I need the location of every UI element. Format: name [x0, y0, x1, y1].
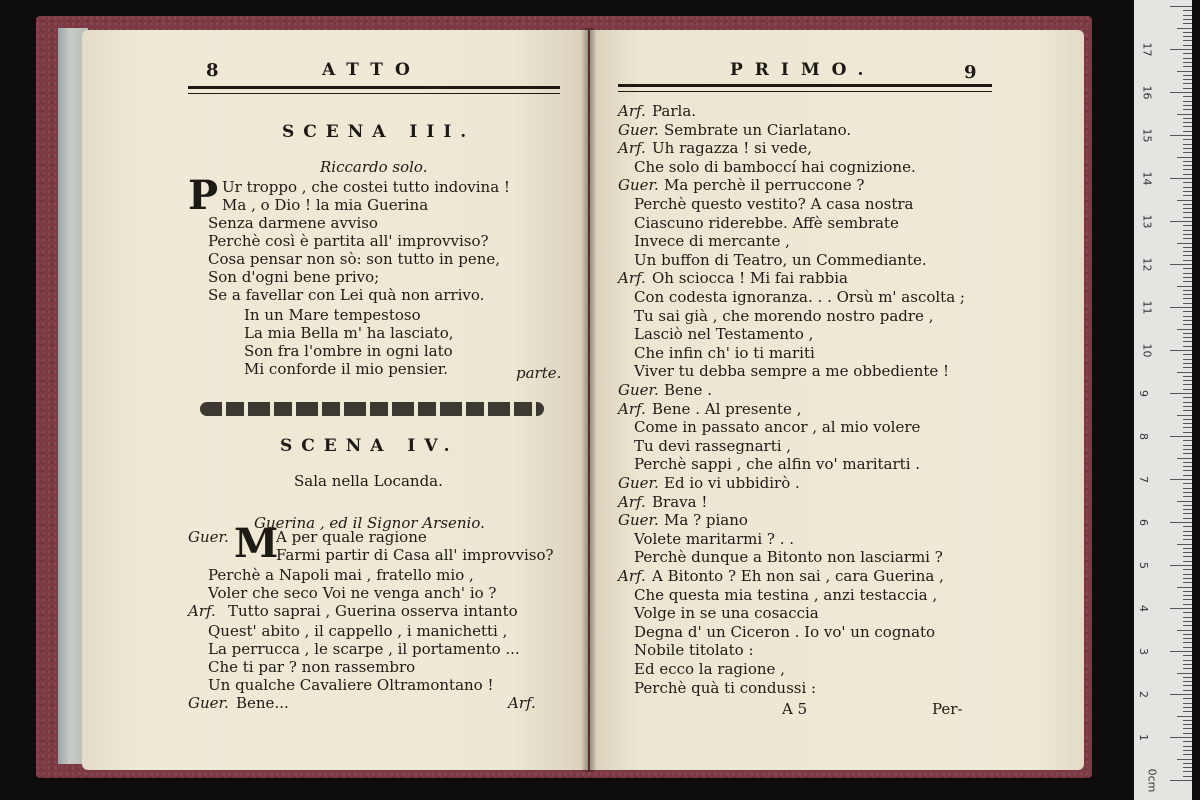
- ruler-tick: [1183, 19, 1192, 20]
- ruler-tick: [1170, 135, 1192, 136]
- ruler-tick: [1183, 741, 1192, 742]
- ruler-tick: [1177, 243, 1192, 244]
- text-line: Ma ? piano: [664, 511, 748, 530]
- page-number: 9: [964, 62, 977, 83]
- ruler-tick: [1183, 303, 1192, 304]
- text-line: Farmi partir di Casa all' improvviso?: [276, 546, 554, 564]
- ruler-tick: [1183, 440, 1192, 441]
- ruler-tick: [1183, 470, 1192, 471]
- ruler-tick: [1183, 230, 1192, 231]
- ruler-tick: [1170, 651, 1192, 652]
- ruler-tick: [1183, 195, 1192, 196]
- ruler-tick: [1183, 337, 1192, 338]
- ruler-tick: [1183, 53, 1192, 54]
- ruler-tick: [1177, 329, 1192, 330]
- scene-characters: Guerina , ed il Signor Arsenio.: [254, 514, 485, 532]
- ruler-tick: [1183, 298, 1192, 299]
- header-rule: [618, 84, 992, 87]
- ruler-tick: [1183, 66, 1192, 67]
- ruler-tick: [1183, 234, 1192, 235]
- running-header: PRIMO.: [730, 60, 876, 80]
- ruler-label: 11: [1140, 300, 1154, 315]
- ruler-tick: [1183, 660, 1192, 661]
- ruler-tick: [1183, 251, 1192, 252]
- ruler-tick: [1183, 432, 1192, 433]
- ruler-tick: [1170, 479, 1192, 480]
- ruler-label: 15: [1140, 128, 1154, 143]
- ruler-tick: [1183, 767, 1192, 768]
- ruler-tick: [1177, 415, 1192, 416]
- ruler-tick: [1183, 625, 1192, 626]
- ruler-tick: [1177, 673, 1192, 674]
- ruler-tick: [1177, 501, 1192, 502]
- ruler-tick: [1183, 612, 1192, 613]
- ruler-tick: [1183, 556, 1192, 557]
- text-line: Ciascuno riderebbe. Affè sembrate: [634, 213, 899, 232]
- text-line: Che infin ch' io ti mariti: [634, 343, 815, 362]
- ruler-tick: [1177, 716, 1192, 717]
- text-line: A Bitonto ? Eh non sai , cara Guerina ,: [652, 567, 944, 585]
- text-line: Son d'ogni bene privo;: [208, 268, 380, 286]
- ruler-tick: [1183, 746, 1192, 747]
- speaker-label: Arf.: [618, 102, 646, 120]
- ruler-tick: [1183, 204, 1192, 205]
- ruler-tick: [1183, 582, 1192, 583]
- ruler-label: 9: [1137, 390, 1150, 397]
- ruler-tick: [1183, 363, 1192, 364]
- ruler-tick: [1183, 118, 1192, 119]
- ruler-tick: [1183, 376, 1192, 377]
- ruler-tick: [1183, 255, 1192, 256]
- catchword: Per-: [932, 700, 963, 718]
- ruler-tick: [1183, 294, 1192, 295]
- ruler-tick: [1177, 286, 1192, 287]
- ruler-label: 10: [1140, 343, 1154, 358]
- ruler-tick: [1183, 750, 1192, 751]
- text-line: Perchè dunque a Bitonto non lasciarmi ?: [634, 548, 943, 567]
- ruler-tick: [1183, 191, 1192, 192]
- ruler-label: 1: [1137, 734, 1150, 741]
- ruler-tick: [1177, 630, 1192, 631]
- ruler-tick: [1170, 49, 1192, 50]
- ruler-tick: [1183, 144, 1192, 145]
- ruler-tick: [1183, 148, 1192, 149]
- text-line: Che solo di bamboccí hai cognizione.: [634, 157, 916, 176]
- text-line: Ur troppo , che costei tutto indovina !: [222, 178, 510, 196]
- text-line: Uh ragazza ! si vede,: [652, 139, 812, 158]
- ruler-tick: [1177, 71, 1192, 72]
- text-line: A per quale ragione: [276, 528, 427, 546]
- ruler-tick: [1183, 410, 1192, 411]
- ruler-label: 14: [1140, 171, 1154, 186]
- ruler-tick: [1177, 587, 1192, 588]
- ruler-tick: [1183, 380, 1192, 381]
- ruler-tick: [1183, 320, 1192, 321]
- ruler-tick: [1183, 174, 1192, 175]
- ruler-tick: [1183, 591, 1192, 592]
- ruler-tick: [1183, 333, 1192, 334]
- ruler-tick: [1183, 445, 1192, 446]
- ruler-tick: [1183, 604, 1192, 605]
- ruler-tick: [1183, 531, 1192, 532]
- ruler-tick: [1170, 350, 1192, 351]
- ruler-tick: [1183, 475, 1192, 476]
- header-rule-thin: [618, 91, 992, 92]
- ruler-tick: [1183, 539, 1192, 540]
- ruler-tick: [1183, 389, 1192, 390]
- speaker-label: Arf.: [188, 602, 216, 620]
- ruler-tick: [1170, 393, 1192, 394]
- speaker-label: Arf.: [618, 492, 646, 511]
- ruler-tick: [1183, 754, 1192, 755]
- ruler-tick: [1183, 449, 1192, 450]
- speaker-label: Guer.: [618, 511, 659, 530]
- ruler-tick: [1170, 92, 1192, 93]
- speaker-label: Arf.: [618, 567, 646, 585]
- ruler-tick: [1183, 247, 1192, 248]
- ruler-tick: [1183, 62, 1192, 63]
- text-line: Viver tu debba sempre a me obbediente !: [634, 362, 950, 381]
- ruler-tick: [1183, 290, 1192, 291]
- text-line: Un buffon di Teatro, un Commediante.: [634, 250, 927, 269]
- ruler-tick: [1183, 45, 1192, 46]
- text-line: Brava !: [652, 492, 708, 511]
- ruler-tick: [1183, 647, 1192, 648]
- text-line: Ed ecco la ragione ,: [634, 660, 785, 678]
- signature-mark: A 5: [782, 700, 808, 718]
- ruler-tick: [1183, 518, 1192, 519]
- text-line: Bene . Al presente ,: [652, 399, 802, 418]
- ruler-tick: [1183, 720, 1192, 721]
- verse-line: Son fra l'ombre in ogni lato: [244, 342, 453, 360]
- ruler-tick: [1183, 462, 1192, 463]
- text-line: Cosa pensar non sò: son tutto in pene,: [208, 250, 501, 268]
- text-line: Che ti par ? non rassembro: [208, 658, 416, 676]
- speaker-label: Guer.: [188, 694, 229, 712]
- ruler-tick: [1177, 458, 1192, 459]
- ruler-tick: [1183, 165, 1192, 166]
- ruler-tick: [1170, 522, 1192, 523]
- verse-line: Mi conforde il mio pensier.: [244, 360, 449, 378]
- ruler-tick: [1183, 724, 1192, 725]
- speaker-label: Arf.: [618, 269, 646, 288]
- ruler-tick: [1177, 28, 1192, 29]
- text-line: Che questa mia testina , anzi testaccia ,: [634, 585, 938, 604]
- right-page: [590, 30, 1084, 770]
- ruler-tick: [1183, 96, 1192, 97]
- scene-setting: Sala nella Locanda.: [294, 472, 443, 490]
- ruler-tick: [1183, 634, 1192, 635]
- ruler-tick: [1183, 208, 1192, 209]
- ruler-tick: [1183, 311, 1192, 312]
- ruler-tick: [1183, 384, 1192, 385]
- exit-direction: parte.: [516, 364, 562, 382]
- header-rule-thin: [188, 93, 560, 94]
- ruler-tick: [1183, 681, 1192, 682]
- ruler-tick: [1183, 273, 1192, 274]
- ruler-tick: [1183, 217, 1192, 218]
- ruler-tick: [1183, 402, 1192, 403]
- ruler-tick: [1183, 169, 1192, 170]
- ruler-tick: [1183, 316, 1192, 317]
- text-line: Tu devi rassegnarti ,: [634, 436, 792, 455]
- ruler-tick: [1183, 419, 1192, 420]
- ruler-tick: [1183, 733, 1192, 734]
- ruler-tick: [1183, 277, 1192, 278]
- ruler-tick: [1183, 238, 1192, 239]
- ornamental-divider: [200, 402, 544, 416]
- speaker-label: Guer.: [618, 120, 659, 139]
- ruler-label: 2: [1137, 691, 1150, 698]
- ruler-tick: [1183, 341, 1192, 342]
- ruler-tick: [1170, 565, 1192, 566]
- ruler-tick: [1177, 200, 1192, 201]
- ruler-tick: [1183, 453, 1192, 454]
- ruler-tick: [1170, 307, 1192, 308]
- ruler-tick: [1183, 776, 1192, 777]
- scene-title: SCENA IV.: [280, 436, 459, 456]
- text-line: Volge in se una cosaccia: [634, 604, 819, 623]
- ruler-tick: [1183, 126, 1192, 127]
- ruler-tick: [1183, 483, 1192, 484]
- text-line: Con codesta ignoranza. . . Orsù m' ascolta ;: [634, 288, 965, 306]
- ruler-tick: [1183, 15, 1192, 16]
- ruler-label: 16: [1140, 85, 1154, 100]
- ruler-label: 17: [1140, 42, 1154, 57]
- ruler-tick: [1183, 655, 1192, 656]
- ruler-tick: [1183, 548, 1192, 549]
- ruler-tick: [1183, 621, 1192, 622]
- ruler-tick: [1177, 372, 1192, 373]
- ruler-tick: [1183, 552, 1192, 553]
- header-rule: [188, 86, 560, 89]
- ruler-tick: [1177, 157, 1192, 158]
- running-header: ATTO: [322, 60, 422, 80]
- text-line: Ed io vi ubbidirò .: [664, 474, 800, 492]
- ruler-tick: [1183, 771, 1192, 772]
- ruler-tick: [1177, 544, 1192, 545]
- ruler-tick: [1183, 122, 1192, 123]
- ruler-tick: [1170, 221, 1192, 222]
- text-line: Bene .: [664, 381, 712, 399]
- ruler-tick: [1183, 677, 1192, 678]
- ruler-label: 13: [1140, 214, 1154, 229]
- text-line: Ma perchè il perruccone ?: [664, 176, 865, 195]
- text-line: Invece di mercante ,: [634, 232, 790, 251]
- speaker-label: Guer.: [188, 528, 229, 546]
- text-line: Senza darmene avviso: [208, 214, 378, 232]
- ruler-tick: [1177, 114, 1192, 115]
- ruler-tick: [1183, 225, 1192, 226]
- ruler-label: 8: [1137, 433, 1150, 440]
- ruler-tick: [1183, 88, 1192, 89]
- page-number: 8: [206, 60, 219, 81]
- ruler-tick: [1183, 359, 1192, 360]
- text-line: Nobile titolato :: [634, 641, 754, 660]
- ruler-tick: [1183, 423, 1192, 424]
- ruler-tick: [1183, 617, 1192, 618]
- speaker-label: Guer.: [618, 474, 659, 492]
- ruler-tick: [1183, 535, 1192, 536]
- ruler-tick: [1183, 161, 1192, 162]
- text-line: Voler che seco Voi ne venga anch' io ?: [208, 584, 497, 602]
- ruler-tick: [1183, 698, 1192, 699]
- ruler-tick: [1183, 131, 1192, 132]
- ruler-tick: [1170, 608, 1192, 609]
- ruler-tick: [1183, 642, 1192, 643]
- ruler-label: 12: [1140, 257, 1154, 272]
- ruler-tick: [1183, 260, 1192, 261]
- ruler-tick: [1183, 187, 1192, 188]
- ruler-tick: [1183, 23, 1192, 24]
- text-line: Lasciò nel Testamento ,: [634, 325, 814, 344]
- ruler-tick: [1183, 496, 1192, 497]
- verse-line: In un Mare tempestoso: [244, 306, 421, 324]
- ruler-tick: [1183, 367, 1192, 368]
- ruler-tick: [1183, 703, 1192, 704]
- text-line: Volete maritarmi ? . .: [634, 529, 795, 548]
- catchword: Arf.: [508, 694, 536, 712]
- ruler-tick: [1183, 668, 1192, 669]
- ruler-tick: [1183, 513, 1192, 514]
- verse-line: La mia Bella m' ha lasciato,: [244, 324, 454, 342]
- ruler-tick: [1177, 759, 1192, 760]
- text-line: Oh sciocca ! Mi fai rabbia: [652, 269, 849, 288]
- ruler-label: 4: [1137, 605, 1150, 612]
- ruler-tick: [1183, 212, 1192, 213]
- speaker-label: Arf.: [618, 139, 646, 158]
- ruler-label: 0cm: [1145, 768, 1159, 793]
- text-line: Ma , o Dio ! la mia Guerina: [222, 196, 429, 214]
- text-line: Perchè quà ti condussi :: [634, 678, 817, 697]
- ruler-tick: [1183, 139, 1192, 140]
- ruler-tick: [1183, 40, 1192, 41]
- ruler-tick: [1183, 105, 1192, 106]
- ruler-tick: [1170, 694, 1192, 695]
- text-line: Se a favellar con Lei quà non arrivo.: [208, 286, 485, 304]
- text-line: Sembrate un Ciarlatano.: [664, 120, 852, 139]
- ruler-tick: [1170, 737, 1192, 738]
- ruler-tick: [1183, 427, 1192, 428]
- ruler-tick: [1183, 152, 1192, 153]
- ruler-tick: [1183, 32, 1192, 33]
- measuring-ruler: [1134, 0, 1192, 800]
- ruler-tick: [1183, 711, 1192, 712]
- ruler-label: 3: [1137, 648, 1150, 655]
- speaker-label: Arf.: [618, 399, 646, 418]
- ruler-tick: [1183, 406, 1192, 407]
- text-line: La perrucca , le scarpe , il portamento ...: [208, 640, 520, 658]
- text-line: Perchè questo vestito? A casa nostra: [634, 195, 914, 213]
- ruler-label: 5: [1137, 562, 1150, 569]
- ruler-tick: [1183, 492, 1192, 493]
- ruler-tick: [1183, 58, 1192, 59]
- ruler-tick: [1183, 36, 1192, 37]
- ruler-tick: [1183, 466, 1192, 467]
- ruler-tick: [1183, 763, 1192, 764]
- drop-cap: P: [188, 172, 219, 219]
- ruler-tick: [1183, 690, 1192, 691]
- text-line: Perchè sappi , che alfin vo' maritarti .: [634, 455, 921, 474]
- ruler-tick: [1183, 268, 1192, 269]
- ruler-label: 6: [1137, 519, 1150, 526]
- ruler-tick: [1183, 10, 1192, 11]
- ruler-tick: [1183, 79, 1192, 80]
- drop-cap: M: [234, 520, 279, 567]
- ruler-tick: [1183, 346, 1192, 347]
- ruler-tick: [1183, 574, 1192, 575]
- speaker-label: Guer.: [618, 176, 659, 195]
- text-line: Quest' abito , il cappello , i manichetti ,: [208, 622, 508, 640]
- ruler-tick: [1183, 101, 1192, 102]
- ruler-tick: [1183, 109, 1192, 110]
- ruler-tick: [1183, 728, 1192, 729]
- ruler-tick: [1183, 569, 1192, 570]
- ruler-tick: [1183, 599, 1192, 600]
- text-line: Tu sai già , che morendo nostro padre ,: [634, 306, 934, 325]
- ruler-tick: [1183, 75, 1192, 76]
- ruler-tick: [1170, 436, 1192, 437]
- text-line: Perchè a Napoli mai , fratello mio ,: [208, 566, 474, 584]
- ruler-tick: [1183, 488, 1192, 489]
- ruler-tick: [1170, 264, 1192, 265]
- stage-direction: Riccardo solo.: [320, 158, 428, 176]
- text-line: Bene...: [236, 694, 289, 712]
- text-line: Un qualche Cavaliere Oltramontano !: [208, 676, 494, 694]
- ruler-tick: [1170, 178, 1192, 179]
- ruler-tick: [1183, 638, 1192, 639]
- text-line: Parla.: [652, 102, 697, 120]
- ruler-tick: [1183, 561, 1192, 562]
- ruler-tick: [1183, 83, 1192, 84]
- ruler-tick: [1183, 324, 1192, 325]
- text-line: Tutto saprai , Guerina osserva intanto: [228, 602, 518, 620]
- book-gutter: [582, 28, 596, 772]
- scene-title: SCENA III.: [282, 122, 476, 142]
- ruler-tick: [1183, 595, 1192, 596]
- ruler-label: 7: [1137, 476, 1150, 483]
- ruler-tick: [1183, 354, 1192, 355]
- ruler-tick: [1183, 707, 1192, 708]
- ruler-tick: [1183, 664, 1192, 665]
- ruler-tick: [1183, 397, 1192, 398]
- ruler-tick: [1183, 509, 1192, 510]
- ruler-tick: [1183, 505, 1192, 506]
- left-page: [82, 30, 588, 770]
- ruler-tick: [1183, 578, 1192, 579]
- ruler-tick: [1170, 780, 1192, 781]
- text-line: Degna d' un Ciceron . Io vo' un cognato: [634, 622, 936, 641]
- ruler-tick: [1183, 685, 1192, 686]
- text-line: Come in passato ancor , al mio volere: [634, 418, 921, 437]
- ruler-tick: [1183, 526, 1192, 527]
- ruler-tick: [1183, 182, 1192, 183]
- ruler-tick: [1183, 281, 1192, 282]
- speaker-label: Guer.: [618, 381, 659, 399]
- text-line: Perchè così è partita all' improvviso?: [208, 232, 489, 250]
- ruler-tick: [1170, 6, 1192, 7]
